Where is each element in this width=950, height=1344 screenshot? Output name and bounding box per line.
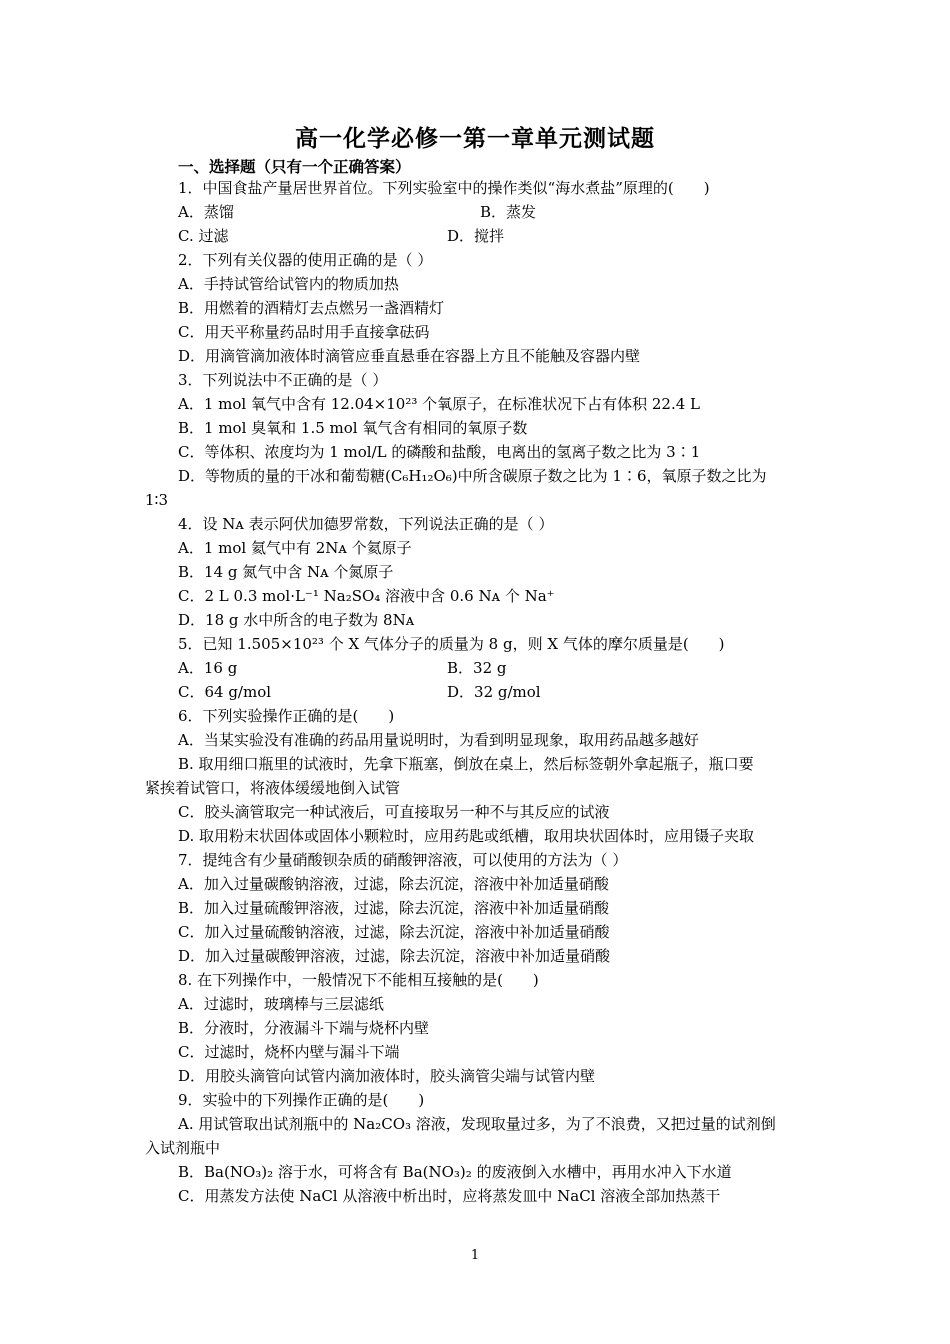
text-line: 8. 在下列操作中，一般情况下不能相互接触的是( ) — [178, 971, 539, 989]
question-lines — [0, 176, 950, 1208]
text-line: C．用天平称量药品时用手直接拿砝码 — [178, 323, 430, 341]
text-line: 2．下列有关仪器的使用正确的是（ ） — [178, 251, 433, 269]
option-left: A．16 g — [178, 659, 238, 677]
option-right: B．32 g — [447, 659, 507, 677]
page-title: 高一化学必修一第一章单元测试题 — [295, 125, 655, 152]
text-line: A. 用试管取出试剂瓶中的 Na₂CO₃ 溶液，发现取量过多，为了不浪费，又把过量的试剂倒 — [178, 1115, 776, 1133]
text-line: 4．设 Nᴀ 表示阿伏加德罗常数，下列说法正确的是（ ） — [178, 515, 554, 533]
text-line — [0, 680, 950, 704]
text-line: 6．下列实验操作正确的是( ) — [178, 707, 395, 725]
text-line: A．过滤时，玻璃棒与三层滤纸 — [178, 995, 384, 1013]
text-line: C．胶头滴管取完一种试液后，可直接取另一种不与其反应的试液 — [178, 803, 610, 821]
text-line: A．1 mol 氧气中含有 12.04×10²³ 个氧原子，在标准状况下占有体积 22.4 L — [178, 395, 701, 413]
text-line — [0, 656, 950, 680]
text-line: B．用燃着的酒精灯去点燃另一盏酒精灯 — [178, 299, 445, 317]
text-line: 1．中国食盐产量居世界首位。下列实验室中的操作类似“海水煮盐”原理的( ) — [178, 179, 710, 197]
text-line: A．手持试管给试管内的物质加热 — [178, 275, 399, 293]
text-line: C．2 L 0.3 mol·L⁻¹ Na₂SO₄ 溶液中含 0.6 Nᴀ 个 Na⁺ — [178, 587, 555, 605]
text-line — [0, 224, 950, 248]
text-line: C．加入过量硫酸钠溶液，过滤，除去沉淀，溶液中补加适量硝酸 — [178, 923, 610, 941]
text-line: 入试剂瓶中 — [145, 1139, 221, 1157]
text-line: B．Ba(NO₃)₂ 溶于水，可将含有 Ba(NO₃)₂ 的废液倒入水槽中，再用水冲入下水道 — [178, 1163, 732, 1181]
text-line: A．加入过量碳酸钠溶液，过滤，除去沉淀，溶液中补加适量硝酸 — [178, 875, 609, 893]
text-line: D．用滴管滴加液体时滴管应垂直悬垂在容器上方且不能触及容器内壁 — [178, 347, 641, 365]
text-line: B．加入过量硫酸钾溶液，过滤，除去沉淀，溶液中补加适量硝酸 — [178, 899, 610, 917]
option-left: C．64 g/mol — [178, 683, 272, 701]
option-left: A．蒸馏 — [178, 203, 234, 221]
section-heading: 一、选择题（只有一个正确答案） — [178, 157, 411, 176]
text-line: C．过滤时，烧杯内壁与漏斗下端 — [178, 1043, 400, 1061]
text-line: C．等体积、浓度均为 1 mol/L 的磷酸和盐酸，电离出的氢离子数之比为 3∶1 — [178, 443, 701, 461]
text-line: C．用蒸发方法使 NaCl 从溶液中析出时，应将蒸发皿中 NaCl 溶液全部加热蒸干 — [178, 1187, 721, 1205]
text-line: A．当某实验没有准确的药品用量说明时，为看到明显现象，取用药品越多越好 — [178, 731, 699, 749]
text-line: B．1 mol 臭氧和 1.5 mol 氧气含有相同的氧原子数 — [178, 419, 528, 437]
text-line: 3．下列说法中不正确的是（ ） — [178, 371, 388, 389]
text-line: 1∶3 — [145, 491, 168, 509]
text-line: A．1 mol 氦气中有 2Nᴀ 个氦原子 — [178, 539, 412, 557]
option-right: B．蒸发 — [480, 203, 537, 221]
text-line: 紧挨着试管口，将液体缓缓地倒入试管 — [145, 779, 401, 797]
text-line: D. 取用粉末状固体或固体小颗粒时，应用药匙或纸槽，取用块状固体时，应用镊子夹取 — [178, 827, 755, 845]
text-line: 5．已知 1.505×10²³ 个 X 气体分子的质量为 8 g，则 X 气体的摩尔质量是( ) — [178, 635, 725, 653]
text-line: D．等物质的量的干冰和葡萄糖(C₆H₁₂O₆)中所含碳原子数之比为 1∶6，氧原子数之比为 — [178, 467, 767, 485]
text-line: D．18 g 水中所含的电子数为 8Nᴀ — [178, 611, 415, 629]
option-right: D．搅拌 — [447, 227, 505, 245]
page-number: 1 — [470, 1248, 480, 1263]
text-line: D．用胶头滴管向试管内滴加液体时，胶头滴管尖端与试管内壁 — [178, 1067, 596, 1085]
option-left: C. 过滤 — [178, 227, 229, 245]
text-line: B．14 g 氮气中含 Nᴀ 个氮原子 — [178, 563, 394, 581]
text-line: 9．实验中的下列操作正确的是( ) — [178, 1091, 425, 1109]
text-line: D．加入过量碳酸钾溶液，过滤，除去沉淀，溶液中补加适量硝酸 — [178, 947, 611, 965]
text-line: 7．提纯含有少量硝酸钡杂质的硝酸钾溶液，可以使用的方法为（ ） — [178, 851, 628, 869]
text-line — [0, 200, 950, 224]
option-right: D．32 g/mol — [447, 683, 541, 701]
text-line: B. 取用细口瓶里的试液时，先拿下瓶塞，倒放在桌上，然后标签朝外拿起瓶子，瓶口要 — [178, 755, 754, 773]
text-line: B．分液时，分液漏斗下端与烧杯内壁 — [178, 1019, 430, 1037]
